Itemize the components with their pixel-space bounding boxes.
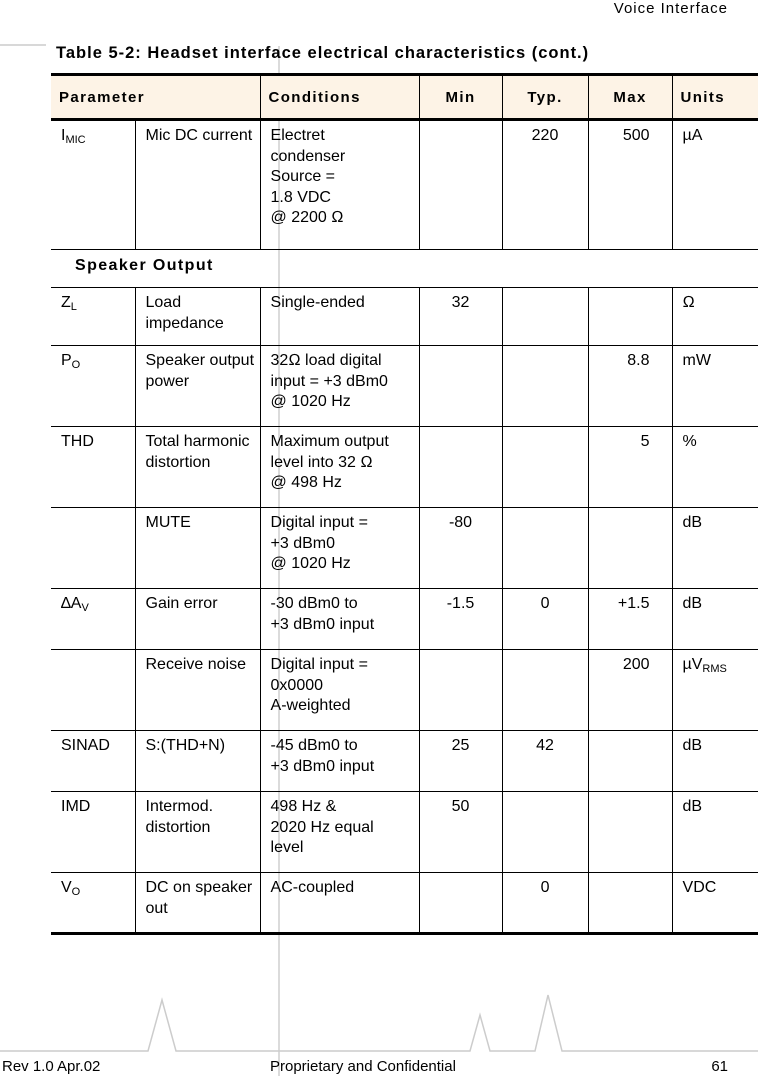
condition-line: Maximum output [270,433,389,450]
min-value: 25 [419,731,502,792]
symbol-cell [51,120,135,250]
header-typ: Typ. [502,75,588,120]
symbol-cell [51,346,135,427]
table-row [51,288,758,346]
typ-value: 220 [502,120,588,250]
table-row [51,120,758,250]
condition-line: +3 dBm0 input [270,757,375,775]
max-value: +1.5 [588,589,672,650]
min-value: -1.5 [419,589,502,650]
symbol-text: I [61,127,66,144]
condition-line: Single-ended [270,294,365,311]
symbol-cell [51,792,135,873]
units-text: Ω [682,294,695,311]
max-value [588,731,672,792]
condition-line: @ 1020 Hz [270,393,351,410]
parameter-name: Intermod. distortion [135,792,260,873]
conditions-cell [260,288,419,346]
units-text: mW [682,352,711,369]
condition-line: -45 dBm0 to [270,737,358,754]
header-parameter: Parameter [51,75,260,120]
parameter-name: Receive noise [135,650,260,731]
running-header: Voice Interface [613,0,728,17]
max-value [588,792,672,873]
condition-line: @ 2200 Ω [270,209,344,226]
parameter-name: Load impedance [135,288,260,346]
symbol-subscript: V [81,602,89,614]
units-cell [672,120,758,250]
footer-confidentiality: Proprietary and Confidential [270,1058,456,1075]
units-cell [672,508,758,589]
typ-value [502,650,588,731]
typ-value [502,792,588,873]
units-cell [672,427,758,508]
condition-line: @ 498 Hz [270,474,342,491]
condition-line: 2020 Hz equal [270,818,374,836]
symbol-subscript: L [70,301,77,313]
parameter-name: Mic DC current [135,120,260,250]
parameter-name: Gain error [135,589,260,650]
footer-page-number: 61 [711,1058,728,1075]
header-min: Min [419,75,502,120]
symbol-cell [51,873,135,934]
parameter-name: Speaker output power [135,346,260,427]
min-value [419,120,502,250]
conditions-cell [260,792,419,873]
symbol-subscript: MIC [65,134,86,146]
symbol-cell [51,589,135,650]
conditions-cell [260,427,419,508]
min-value [419,346,502,427]
units-cell [672,873,758,934]
conditions-cell [260,120,419,250]
conditions-cell [260,731,419,792]
parameter-name: DC on speaker out [135,873,260,934]
symbol-text: Z [61,294,71,311]
symbol-text: ∆A [61,595,82,612]
parameter-name: MUTE [135,508,260,589]
units-cell [672,288,758,346]
symbol-subscript: O [71,886,81,898]
units-text: % [682,433,697,450]
symbol-text: P [61,352,72,369]
condition-line: 32Ω load digital [270,352,382,369]
units-text: µV [682,656,703,673]
table-caption: Table 5-2: Headset interface electrical characteristics (cont.) [56,44,590,62]
typ-value [502,427,588,508]
condition-line: @ 1020 Hz [270,555,351,572]
units-cell [672,731,758,792]
symbol-cell [51,508,135,589]
units-cell [672,589,758,650]
max-value: 200 [588,650,672,731]
condition-line: Digital input = [270,514,368,531]
typ-value [502,508,588,589]
units-cell [672,346,758,427]
typ-value: 0 [502,873,588,934]
footer-revision: Rev 1.0 Apr.02 [2,1058,101,1075]
max-value: 5 [588,427,672,508]
typ-value: 0 [502,589,588,650]
min-value: 32 [419,288,502,346]
table-header-row [51,75,758,120]
min-value [419,650,502,731]
symbol-cell [51,427,135,508]
spec-table [51,73,758,935]
conditions-cell [260,508,419,589]
condition-line: A-weighted [270,697,351,714]
symbol-subscript: O [71,359,81,371]
section-row [51,250,758,288]
symbol-text: V [61,879,72,896]
typ-value: 42 [502,731,588,792]
conditions-cell [260,650,419,731]
condition-line: 1.8 VDC [270,188,331,206]
units-text: dB [682,595,703,612]
table-row [51,427,758,508]
min-value: -80 [419,508,502,589]
condition-line: AC-coupled [270,879,355,896]
table-row [51,346,758,427]
max-value: 8.8 [588,346,672,427]
conditions-cell [260,346,419,427]
condition-line: Digital input = [270,656,368,673]
table-row [51,731,758,792]
conditions-cell [260,589,419,650]
units-text: dB [682,737,703,754]
symbol-cell [51,288,135,346]
condition-line: +3 dBm0 input [270,615,375,633]
max-value [588,873,672,934]
min-value [419,873,502,934]
units-text: VDC [682,879,717,896]
condition-line: 0x0000 [270,676,324,694]
condition-line: Source = [270,168,335,185]
parameter-name: Total harmonic distortion [135,427,260,508]
table-row [51,873,758,934]
parameter-name: S:(THD+N) [135,731,260,792]
units-text: dB [682,798,703,815]
typ-value [502,346,588,427]
symbol-text: IMD [61,798,91,815]
units-cell [672,650,758,731]
condition-line: Electret [270,127,325,144]
condition-line: +3 dBm0 [270,534,335,552]
symbol-cell [51,650,135,731]
symbol-text: SINAD [61,737,110,754]
conditions-cell [260,873,419,934]
condition-line: condenser [270,147,346,165]
condition-line: -30 dBm0 to [270,595,358,612]
units-subscript: RMS [702,663,727,675]
min-value: 50 [419,792,502,873]
max-value [588,508,672,589]
max-value: 500 [588,120,672,250]
table-row [51,508,758,589]
min-value [419,427,502,508]
header-units: Units [672,75,758,120]
typ-value [502,288,588,346]
symbol-cell [51,731,135,792]
condition-line: 498 Hz & [270,798,337,815]
table-row [51,589,758,650]
table-row [51,650,758,731]
symbol-text: THD [61,433,94,450]
units-text: µA [682,127,703,144]
max-value [588,288,672,346]
units-cell [672,792,758,873]
units-text: dB [682,514,703,531]
header-max: Max [588,75,672,120]
condition-line: level [270,839,304,856]
header-conditions: Conditions [260,75,419,120]
section-label: Speaker Output [51,250,758,288]
table-row [51,792,758,873]
condition-line: level into 32 Ω [270,453,373,471]
condition-line: input = +3 dBm0 [270,372,388,390]
